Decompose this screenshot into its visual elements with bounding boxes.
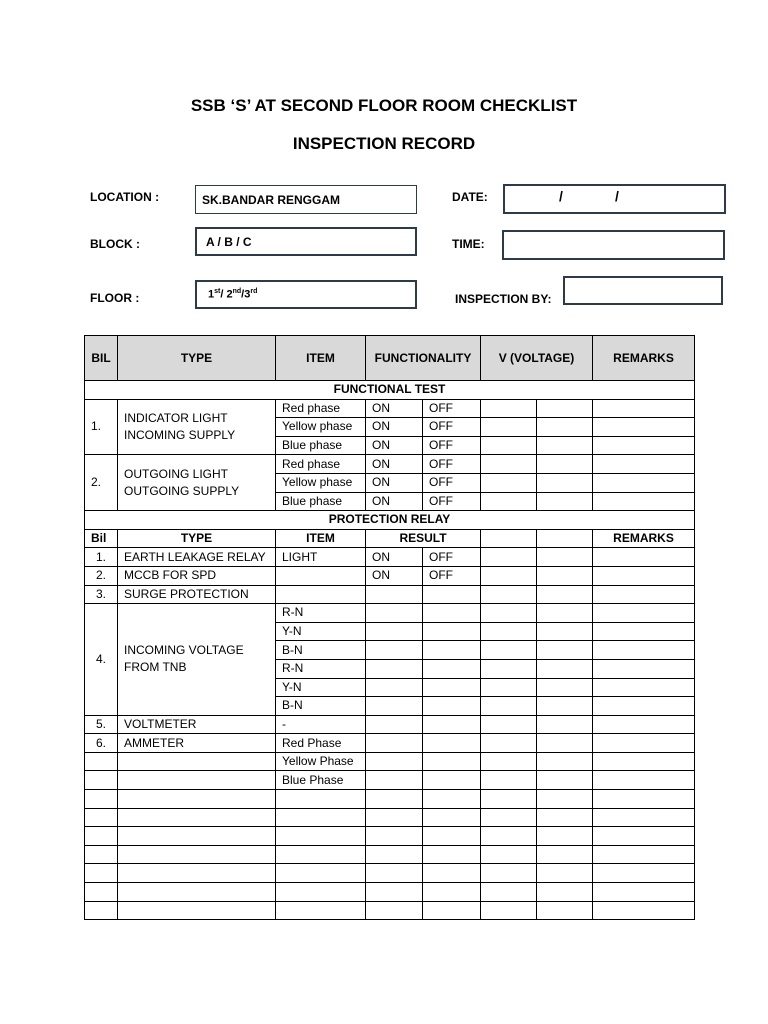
type-cell: OUTGOING LIGHT OUTGOING SUPPLY [118, 455, 276, 511]
voltage-cell[interactable] [481, 436, 537, 455]
result-cell[interactable] [366, 678, 423, 697]
item-cell: R-N [276, 659, 366, 678]
voltage-cell[interactable] [537, 455, 593, 474]
empty-cell[interactable] [423, 845, 481, 864]
empty-cell[interactable] [366, 790, 423, 809]
empty-cell[interactable] [366, 808, 423, 827]
table-header-row [85, 336, 695, 381]
voltage-cell[interactable] [537, 752, 593, 771]
location-label: LOCATION : [90, 190, 160, 204]
empty-cell[interactable] [118, 883, 276, 902]
empty-cell[interactable] [85, 808, 118, 827]
empty-cell[interactable] [276, 845, 366, 864]
empty-cell[interactable] [276, 883, 366, 902]
remarks-cell[interactable] [593, 678, 695, 697]
result-cell[interactable] [366, 715, 423, 734]
item-cell: R-N [276, 604, 366, 623]
empty-rows [85, 790, 695, 920]
empty-cell[interactable] [593, 901, 695, 920]
off-cell[interactable]: OFF [423, 473, 481, 492]
voltage-cell[interactable] [481, 697, 537, 716]
item-cell: Yellow phase [276, 418, 366, 437]
blank-cell[interactable] [85, 752, 118, 771]
on-cell[interactable]: ON [366, 548, 423, 567]
remarks-cell[interactable] [593, 418, 695, 437]
result-cell[interactable] [366, 771, 423, 790]
remarks-cell[interactable] [593, 548, 695, 567]
type-cell: EARTH LEAKAGE RELAY [118, 548, 276, 567]
blank-cell [481, 529, 537, 548]
empty-cell[interactable] [537, 864, 593, 883]
time-field[interactable] [502, 230, 725, 260]
off-cell[interactable]: OFF [423, 399, 481, 418]
empty-cell[interactable] [481, 845, 537, 864]
remarks-cell[interactable] [593, 455, 695, 474]
header-voltage: V (VOLTAGE) [481, 336, 593, 381]
voltage-cell[interactable] [537, 399, 593, 418]
table-row [85, 548, 695, 567]
location-field[interactable] [195, 185, 417, 214]
bil-cell: 1. [85, 548, 118, 567]
date-slash-2: / [615, 188, 619, 204]
item-cell: Y-N [276, 678, 366, 697]
empty-cell[interactable] [481, 901, 537, 920]
subheader-item: ITEM [276, 529, 366, 548]
empty-cell[interactable] [481, 808, 537, 827]
bil-cell: 4. [85, 604, 118, 716]
empty-row [85, 883, 695, 902]
empty-cell[interactable] [276, 827, 366, 846]
off-cell[interactable]: OFF [423, 418, 481, 437]
empty-cell[interactable] [423, 808, 481, 827]
on-cell[interactable]: ON [366, 399, 423, 418]
item-cell: Blue phase [276, 436, 366, 455]
empty-cell[interactable] [85, 845, 118, 864]
empty-row [85, 790, 695, 809]
empty-cell[interactable] [85, 827, 118, 846]
item-cell: Red phase [276, 399, 366, 418]
table-row [85, 566, 695, 585]
protection-relay-heading: PROTECTION RELAY [85, 511, 695, 530]
type-cell: MCCB FOR SPD [118, 566, 276, 585]
voltage-cell[interactable] [481, 492, 537, 511]
blank-cell[interactable] [118, 752, 276, 771]
item-cell: Red phase [276, 455, 366, 474]
voltage-cell[interactable] [481, 585, 537, 604]
block-field[interactable] [195, 227, 417, 256]
empty-cell[interactable] [366, 845, 423, 864]
empty-cell[interactable] [118, 827, 276, 846]
item-cell: B-N [276, 697, 366, 716]
empty-cell[interactable] [481, 864, 537, 883]
voltage-cell[interactable] [537, 734, 593, 753]
result-cell[interactable] [423, 604, 481, 623]
result-cell[interactable] [423, 734, 481, 753]
type-cell: INDICATOR LIGHT INCOMING SUPPLY [118, 399, 276, 455]
empty-cell[interactable] [366, 864, 423, 883]
remarks-cell[interactable] [593, 622, 695, 641]
page-title: SSB ‘S’ AT SECOND FLOOR ROOM CHECKLIST [190, 96, 578, 115]
voltage-cell[interactable] [481, 641, 537, 660]
empty-row [85, 827, 695, 846]
remarks-cell[interactable] [593, 585, 695, 604]
voltage-cell[interactable] [537, 641, 593, 660]
remarks-cell[interactable] [593, 752, 695, 771]
empty-cell[interactable] [276, 901, 366, 920]
item-cell: Yellow phase [276, 473, 366, 492]
header-type: TYPE [118, 336, 276, 381]
result-cell[interactable] [366, 622, 423, 641]
empty-cell[interactable] [593, 790, 695, 809]
block-label: BLOCK : [90, 237, 140, 251]
type-cell: SURGE PROTECTION [118, 585, 276, 604]
result-cell[interactable] [423, 771, 481, 790]
empty-cell[interactable] [593, 808, 695, 827]
result-cell[interactable] [423, 659, 481, 678]
empty-row [85, 864, 695, 883]
section-row [85, 511, 695, 530]
voltage-cell[interactable] [481, 715, 537, 734]
on-cell[interactable]: ON [366, 436, 423, 455]
subheader-row [85, 529, 695, 548]
item-cell: - [276, 715, 366, 734]
voltage-cell[interactable] [481, 678, 537, 697]
empty-cell[interactable] [276, 790, 366, 809]
on-cell[interactable]: ON [366, 473, 423, 492]
voltage-cell[interactable] [481, 455, 537, 474]
empty-cell[interactable] [481, 790, 537, 809]
empty-cell[interactable] [593, 864, 695, 883]
table-row [85, 399, 695, 418]
subheader-bil: Bil [85, 529, 118, 548]
voltage-cell[interactable] [537, 548, 593, 567]
empty-cell[interactable] [85, 790, 118, 809]
empty-cell[interactable] [118, 808, 276, 827]
page-subtitle: INSPECTION RECORD [292, 134, 476, 153]
empty-cell[interactable] [593, 883, 695, 902]
blank-cell[interactable] [85, 771, 118, 790]
empty-cell[interactable] [85, 901, 118, 920]
empty-row [85, 808, 695, 827]
result-cell[interactable] [366, 697, 423, 716]
table-row [85, 715, 695, 734]
empty-cell[interactable] [423, 790, 481, 809]
header-functionality: FUNCTIONALITY [366, 336, 481, 381]
time-label: TIME: [452, 237, 485, 251]
result-cell[interactable] [366, 659, 423, 678]
voltage-cell[interactable] [481, 771, 537, 790]
result-cell[interactable] [423, 622, 481, 641]
empty-cell[interactable] [85, 864, 118, 883]
remarks-cell[interactable] [593, 697, 695, 716]
voltage-cell[interactable] [481, 622, 537, 641]
voltage-cell[interactable] [481, 399, 537, 418]
result-cell[interactable] [423, 715, 481, 734]
remarks-cell[interactable] [593, 771, 695, 790]
remarks-cell[interactable] [593, 436, 695, 455]
bil-cell: 5. [85, 715, 118, 734]
item-cell: Blue phase [276, 492, 366, 511]
on-cell[interactable]: ON [366, 418, 423, 437]
table-row [85, 604, 695, 623]
bil-cell: 2. [85, 566, 118, 585]
empty-cell[interactable] [537, 827, 593, 846]
subheader-type: TYPE [118, 529, 276, 548]
item-cell: Y-N [276, 622, 366, 641]
date-slash-1: / [559, 188, 563, 204]
voltage-cell[interactable] [481, 473, 537, 492]
subheader-remarks: REMARKS [593, 529, 695, 548]
empty-cell[interactable] [276, 864, 366, 883]
voltage-cell[interactable] [537, 585, 593, 604]
inspection-by-field[interactable] [563, 276, 723, 305]
remarks-cell[interactable] [593, 734, 695, 753]
type-cell: AMMETER [118, 734, 276, 753]
blank-cell [537, 529, 593, 548]
result-cell[interactable] [423, 752, 481, 771]
type-cell: VOLTMETER [118, 715, 276, 734]
empty-cell[interactable] [118, 845, 276, 864]
on-cell[interactable]: ON [366, 566, 423, 585]
voltage-cell[interactable] [537, 418, 593, 437]
voltage-cell[interactable] [537, 604, 593, 623]
voltage-cell[interactable] [537, 473, 593, 492]
result-cell[interactable] [423, 697, 481, 716]
voltage-cell[interactable] [481, 566, 537, 585]
off-cell[interactable]: OFF [423, 436, 481, 455]
voltage-cell[interactable] [537, 715, 593, 734]
empty-cell[interactable] [85, 883, 118, 902]
table-row [85, 455, 695, 474]
empty-cell[interactable] [537, 845, 593, 864]
empty-cell[interactable] [423, 827, 481, 846]
header-remarks: REMARKS [593, 336, 695, 381]
voltage-cell[interactable] [537, 678, 593, 697]
item-cell: Red Phase [276, 734, 366, 753]
empty-cell[interactable] [366, 827, 423, 846]
result-cell[interactable] [423, 678, 481, 697]
bil-cell: 3. [85, 585, 118, 604]
remarks-cell[interactable] [593, 641, 695, 660]
section-row [85, 381, 695, 400]
off-cell[interactable]: OFF [423, 492, 481, 511]
off-cell[interactable]: OFF [423, 566, 481, 585]
item-cell [276, 566, 366, 585]
remarks-cell[interactable] [593, 715, 695, 734]
result-cell[interactable] [366, 585, 423, 604]
result-cell[interactable] [366, 604, 423, 623]
type-cell: INCOMING VOLTAGE FROM TNB [118, 604, 276, 716]
on-cell[interactable]: ON [366, 492, 423, 511]
empty-cell[interactable] [537, 883, 593, 902]
empty-cell[interactable] [366, 883, 423, 902]
table-row [85, 771, 695, 790]
empty-cell[interactable] [537, 808, 593, 827]
remarks-cell[interactable] [593, 566, 695, 585]
voltage-cell[interactable] [481, 659, 537, 678]
voltage-cell[interactable] [537, 771, 593, 790]
location-value: SK.BANDAR RENGGAM [202, 192, 340, 207]
table-row [85, 734, 695, 753]
inspection-by-label: INSPECTION BY: [455, 292, 552, 306]
header-bil: BIL [85, 336, 118, 381]
inspection-table [84, 335, 695, 920]
empty-cell[interactable] [118, 864, 276, 883]
item-cell: Blue Phase [276, 771, 366, 790]
voltage-cell[interactable] [481, 604, 537, 623]
result-cell[interactable] [423, 641, 481, 660]
item-cell: Yellow Phase [276, 752, 366, 771]
result-cell[interactable] [366, 734, 423, 753]
voltage-cell[interactable] [537, 659, 593, 678]
empty-cell[interactable] [537, 790, 593, 809]
empty-cell[interactable] [481, 827, 537, 846]
bil-cell: 1. [85, 399, 118, 455]
blank-cell[interactable] [118, 771, 276, 790]
floor-label: FLOOR : [90, 291, 140, 305]
voltage-cell[interactable] [537, 622, 593, 641]
item-cell: B-N [276, 641, 366, 660]
empty-row [85, 901, 695, 920]
functional-test-heading: FUNCTIONAL TEST [85, 381, 695, 400]
bil-cell: 6. [85, 734, 118, 753]
voltage-cell[interactable] [481, 752, 537, 771]
empty-cell[interactable] [593, 845, 695, 864]
remarks-cell[interactable] [593, 399, 695, 418]
voltage-cell[interactable] [537, 436, 593, 455]
off-cell[interactable]: OFF [423, 455, 481, 474]
remarks-cell[interactable] [593, 604, 695, 623]
empty-cell[interactable] [593, 827, 695, 846]
voltage-cell[interactable] [537, 697, 593, 716]
remarks-cell[interactable] [593, 659, 695, 678]
voltage-cell[interactable] [481, 418, 537, 437]
voltage-cell[interactable] [537, 492, 593, 511]
voltage-cell[interactable] [481, 734, 537, 753]
subheader-result: RESULT [366, 529, 481, 548]
bil-cell: 2. [85, 455, 118, 511]
result-cell[interactable] [366, 752, 423, 771]
empty-cell[interactable] [423, 901, 481, 920]
date-label: DATE: [452, 190, 488, 204]
empty-cell[interactable] [276, 808, 366, 827]
empty-cell[interactable] [118, 790, 276, 809]
remarks-cell[interactable] [593, 492, 695, 511]
floor-value: 1st/ 2nd/3rd [208, 288, 258, 301]
header-item: ITEM [276, 336, 366, 381]
on-cell[interactable]: ON [366, 455, 423, 474]
remarks-cell[interactable] [593, 473, 695, 492]
table-row [85, 752, 695, 771]
empty-cell[interactable] [423, 864, 481, 883]
voltage-cell[interactable] [481, 548, 537, 567]
result-cell[interactable] [423, 585, 481, 604]
off-cell[interactable]: OFF [423, 548, 481, 567]
empty-cell[interactable] [537, 901, 593, 920]
voltage-cell[interactable] [537, 566, 593, 585]
item-cell [276, 585, 366, 604]
empty-cell[interactable] [366, 901, 423, 920]
block-value: A / B / C [206, 234, 252, 249]
empty-cell[interactable] [118, 901, 276, 920]
floor-field[interactable] [195, 280, 417, 309]
empty-row [85, 845, 695, 864]
result-cell[interactable] [366, 641, 423, 660]
empty-cell[interactable] [481, 883, 537, 902]
table-row [85, 585, 695, 604]
empty-cell[interactable] [423, 883, 481, 902]
item-cell: LIGHT [276, 548, 366, 567]
